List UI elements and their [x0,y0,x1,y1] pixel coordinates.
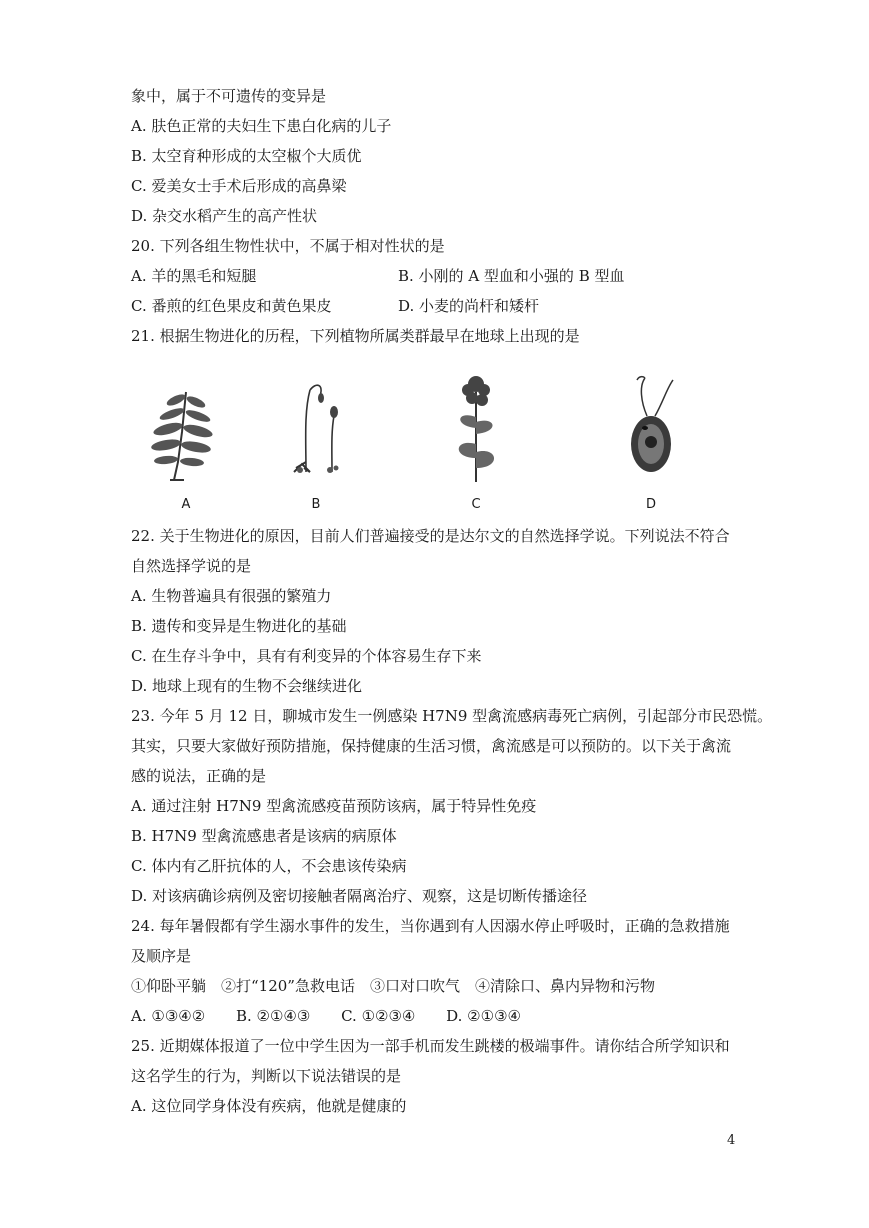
q24-steps: ①仰卧平躺 ②打“120”急救电话 ③口对口吹气 ④清除口、鼻内异物和污物 [131,977,655,995]
option-b: B. 太空育种形成的太空椒个大质优 [131,147,362,165]
question-23-cont: 其实，只要大家做好预防措施，保持健康的生活习惯，禽流感是可以预防的。以下关于禽流 [131,737,732,755]
q22-option-d: D. 地球上现有的生物不会继续进化 [131,677,363,695]
figure-label: C [471,497,481,512]
q20-option-b: B. 小刚的 A 型血和小强的 B 型血 [398,267,625,285]
q22-option-c: C. 在生存斗争中，具有有利变异的个体容易生存下来 [131,647,482,665]
page-number: 4 [727,1133,736,1148]
q23-option-d: D. 对该病确诊病例及密切接触者隔离治疗、观察，这是切断传播途径 [131,887,588,905]
figure-c [421,372,531,512]
q20-option-d: D. 小麦的尚杆和矮杆 [398,297,540,315]
text-line: 象中，属于不可遗传的变异是 [131,87,327,105]
q22-option-a: A. 生物普遍具有很强的繁殖力 [131,587,332,605]
q23-option-c: C. 体内有乙肝抗体的人，不会患该传染病 [131,857,407,875]
figure-b [261,372,371,512]
q24-option-d: D. ②①③④ [446,1007,521,1025]
question-24-cont: 及顺序是 [131,947,192,965]
q25-option-a: A. 这位同学身体没有疾病，他就是健康的 [131,1097,407,1115]
option-d: D. 杂交水稻产生的高产性状 [131,207,318,225]
option-c: C. 爱美女士手术后形成的高鼻梁 [131,177,347,195]
figure-d [596,372,706,512]
q24-options [131,1006,547,1026]
question-24: 24. 每年暑假都有学生溺水事件的发生，当你遇到有人因溺水停止呼吸时，正确的急救措施 [131,917,730,935]
question-21: 21. 根据生物进化的历程，下列植物所属类群最早在地球上出现的是 [131,327,580,345]
figure-label: D [645,497,656,512]
q24-option-a: A. ①③④② [131,1007,206,1025]
question-20: 20. 下列各组生物性状中，不属于相对性状的是 [131,237,445,255]
figure-a [131,372,241,512]
question-22: 22. 关于生物进化的原因，目前人们普遍接受的是达尔文的自然选择学说。下列说法不符合 [131,527,730,545]
question-23: 23. 今年 5 月 12 日，聊城市发生一例感染 H7N9 型禽流感病毒死亡病例，引起部分市民恐慌。 [131,707,773,725]
q20-option-c: C. 番煎的红色果皮和黄色果皮 [131,297,332,315]
flowering-plant-icon [436,372,516,490]
question-25-cont: 这名学生的行为，判断以下说法错误的是 [131,1067,402,1085]
chlamydomonas-icon [611,372,691,490]
q24-option-c: C. ①②③④ [341,1007,416,1025]
option-a: A. 肤色正常的夫妇生下患白化病的儿子 [131,117,392,135]
question-23-cont-2: 感的说法，正确的是 [131,767,267,785]
fern-icon [146,372,226,490]
q22-option-b: B. 遗传和变异是生物进化的基础 [131,617,347,635]
plant-figures [131,372,731,512]
q23-option-b: B. H7N9 型禽流感患者是该病的病原体 [131,827,397,845]
moss-icon [276,372,356,490]
figure-label: A [181,497,191,512]
q20-row-1 [131,266,256,286]
q24-option-b: B. ②①④③ [235,1007,311,1025]
q20-option-a: A. 羊的黑毛和短腿 [131,267,257,285]
question-25: 25. 近期媒体报道了一位中学生因为一部手机而发生跳楼的极端事件。请你结合所学知识和 [131,1037,730,1055]
q23-option-a: A. 通过注射 H7N9 型禽流感疫苗预防该病，属于特异性免疫 [131,797,537,815]
question-22-cont: 自然选择学说的是 [131,557,252,575]
figure-label: B [311,497,321,512]
